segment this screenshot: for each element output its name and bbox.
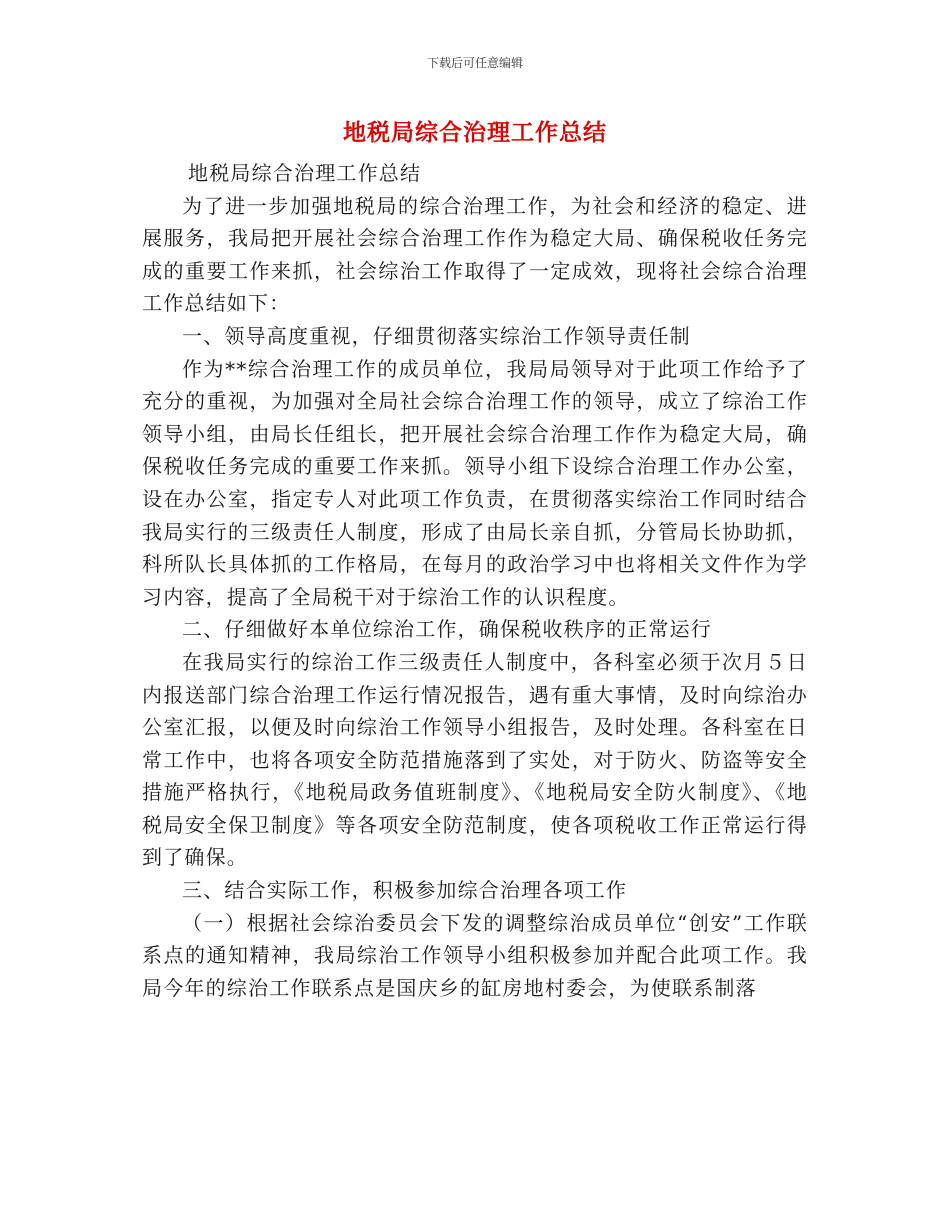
section-paragraph-1: 作为**综合治理工作的成员单位，我局局领导对于此项工作给予了充分的重视，为加强对全局社会综合治理工作的领导，成立了综治工作领导小组，由局长任组长，把开展社会综合治理工作作为稳定大局，确保税收任务完成的重要工作来抓。领导小组下设综合治理工作办公室，设在办公室，指定专人对此项工作负责，在贯彻落实综治工作同时结合我局实行的三级责任人制度，形成了由局长亲自抓，分管局长协助抓，科所队长具体抓的工作格局，在每月的政治学习中也将相关文件作为学习内容，提高了全局税干对于综治工作的认识程度。 [142, 356, 808, 609]
document-body [142, 157, 808, 1004]
document-title: 地税局综合治理工作总结 [343, 120, 607, 146]
section-heading-1: 一、领导高度重视，仔细贯彻落实综治工作领导责任制 [182, 323, 691, 348]
header-note: 下载后可任意编辑 [426, 56, 523, 70]
intro-paragraph: 为了进一步加强地税局的综合治理工作，为社会和经济的稳定、进展服务，我局把开展社会综合治理工作作为稳定大局、确保税收任务完成的重要工作来抓，社会综治工作取得了一定成效，现将社会综合治理工作总结如下： [142, 193, 808, 316]
section-heading-3: 三、结合实际工作，积极参加综合治理各项工作 [182, 878, 628, 903]
section-paragraph-3: （一）根据社会综治委员会下发的调整综治成员单位“创安”工作联系点的通知精神，我局综治工作领导小组积极参加并配合此项工作。我局今年的综治工作联系点是国庆乡的缸房地村委会，为使联系制落 [142, 910, 808, 1000]
section-paragraph-2: 在我局实行的综治工作三级责任人制度中，各科室必须于次月５日内报送部门综合治理工作运行情况报告，遇有重大事情，及时向综治办公室汇报，以便及时向综治工作领导小组报告，及时处理。各科室在日常工作中，也将各项安全防范措施落到了实处，对于防火、防盗等安全措施严格执行，《地税局政务值班制度》、《地税局安全防火制度》、《地税局安全保卫制度》等各项安全防范制度，使各项税收工作正常运行得到了确保。 [142, 649, 808, 870]
subtitle-paragraph: 地税局综合治理工作总结 [188, 161, 422, 185]
section-heading-2: 二、仔细做好本单位综治工作，确保税收秩序的正常运行 [182, 617, 712, 642]
